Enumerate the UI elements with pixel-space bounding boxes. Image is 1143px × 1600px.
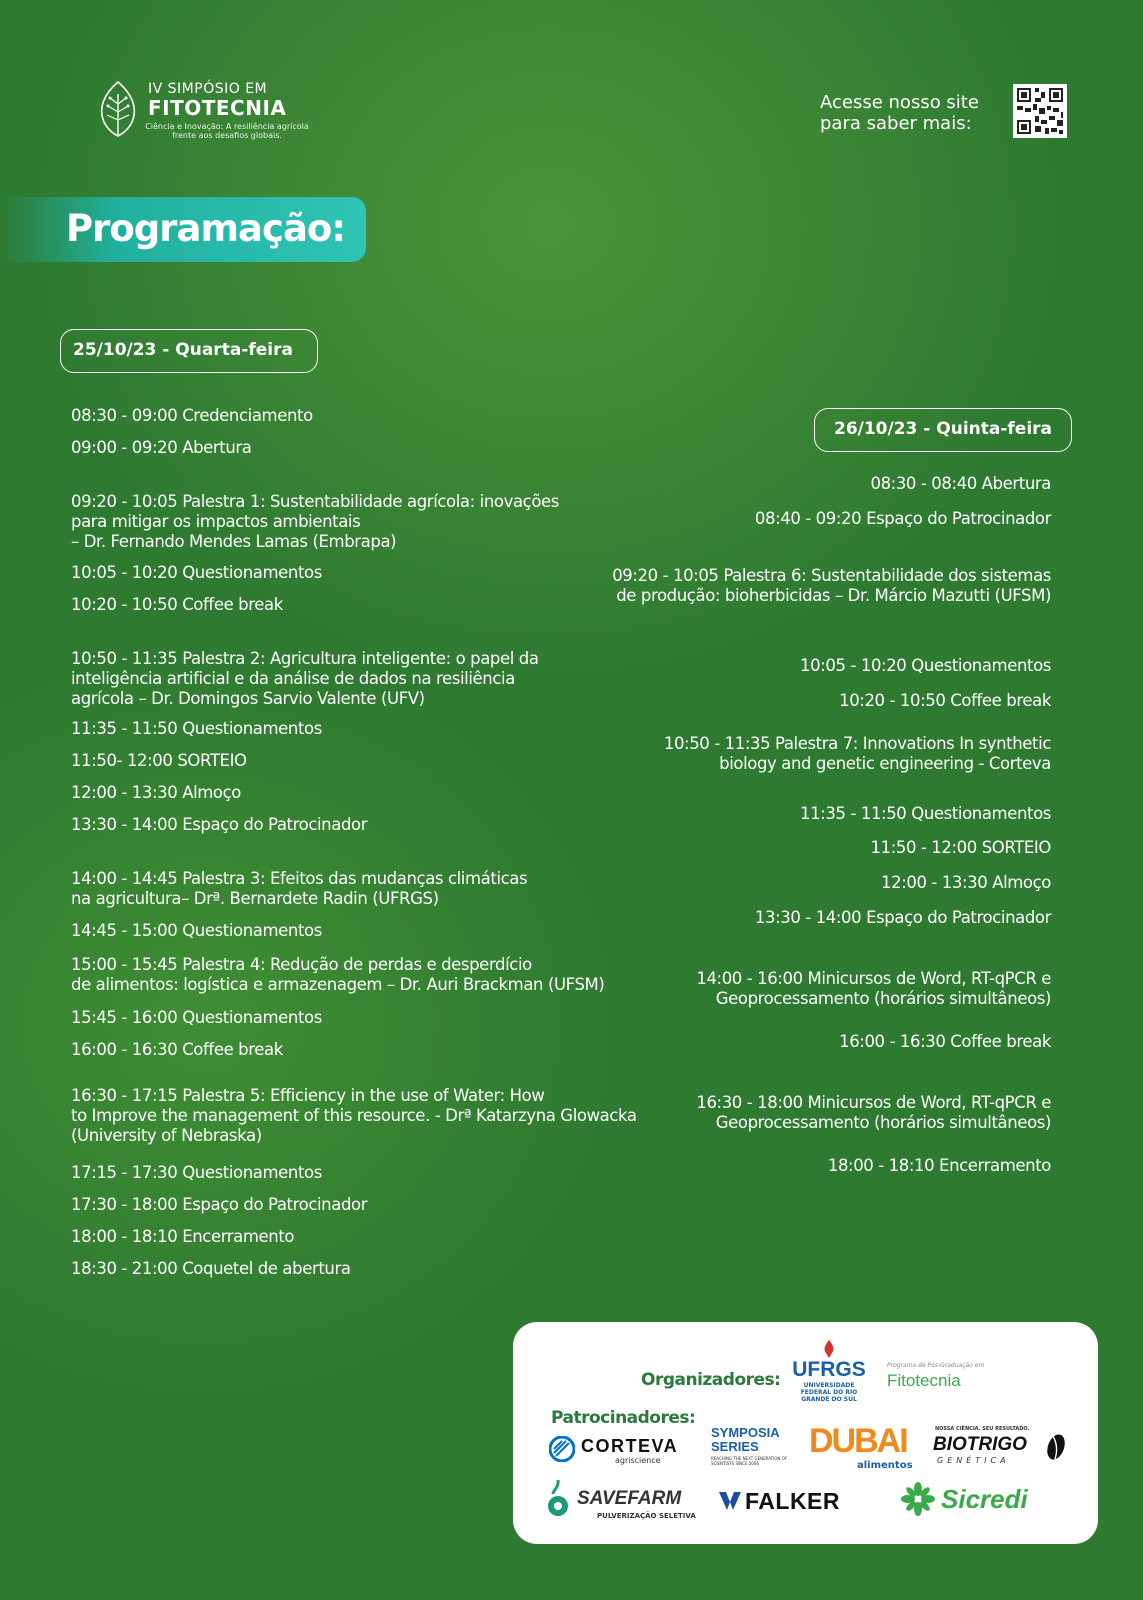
day1-schedule-item: 16:00 - 16:30 Coffee break xyxy=(71,1040,283,1059)
sicredi-flower-icon xyxy=(901,1482,935,1516)
dubai-text: DUBAI xyxy=(809,1422,907,1460)
sicredi-text: Sicredi xyxy=(941,1484,1028,1514)
dubai-subtitle: alimentos xyxy=(857,1460,913,1471)
day2-schedule-item: 11:50 - 12:00 SORTEIO xyxy=(870,838,1051,857)
fitotecnia-logo xyxy=(887,1362,997,1398)
logo-line2: FITOTECNIA xyxy=(148,96,287,120)
seed-icon xyxy=(1045,1432,1067,1462)
day1-schedule-item: 17:30 - 18:00 Espaço do Patrocinador xyxy=(71,1195,368,1214)
savefarm-logo xyxy=(545,1480,705,1524)
day2-schedule-item: 10:20 - 10:50 Coffee break xyxy=(839,691,1051,710)
day1-schedule-item: 15:00 - 15:45 Palestra 4: Redução de perdas e desperdício de alimentos: logística e armazenagem – Dr. Auri Brackman (UFSM) xyxy=(71,955,605,994)
sponsors-panel xyxy=(513,1322,1098,1544)
falker-emblem-icon xyxy=(717,1488,743,1514)
ufrgs-subtitle: UNIVERSIDADE FEDERAL DO RIO GRANDE DO SUL xyxy=(800,1382,858,1403)
savefarm-subtitle: PULVERIZAÇÃO SELETIVA xyxy=(597,1512,696,1520)
falker-logo xyxy=(717,1486,877,1520)
sicredi-logo xyxy=(901,1482,1051,1520)
corteva-text: CORTEVA xyxy=(581,1436,679,1456)
symposia-logo xyxy=(711,1426,795,1470)
biotrigo-subtitle: GENÉTICA xyxy=(937,1456,1010,1465)
corteva-emblem-icon xyxy=(549,1436,575,1462)
ufrgs-text: UFRGS xyxy=(792,1358,866,1381)
ufrgs-logo xyxy=(789,1340,869,1404)
fitotecnia-text: Fitotecnia xyxy=(887,1371,961,1390)
day1-schedule-item: 11:35 - 11:50 Questionamentos xyxy=(71,719,322,738)
site-text: Acesse nosso site para saber mais: xyxy=(820,92,979,134)
ppg-small-text: Programa de Pós-Graduação em xyxy=(887,1362,985,1369)
logo-line1: IV SIMPÓSIO EM xyxy=(148,81,268,97)
day2-schedule-item: 12:00 - 13:30 Almoço xyxy=(881,873,1051,892)
day2-schedule-item: 08:30 - 08:40 Abertura xyxy=(870,474,1051,493)
day1-schedule-item: 10:05 - 10:20 Questionamentos xyxy=(71,563,322,582)
savefarm-text: SAVEFARM xyxy=(577,1488,682,1509)
day2-schedule-item: 10:05 - 10:20 Questionamentos xyxy=(800,656,1051,675)
day1-schedule-item: 12:00 - 13:30 Almoço xyxy=(71,783,241,802)
symposia-subtitle: REACHING THE NEXT GENERATION OF SCIENTISTS SINCE 2006 xyxy=(711,1456,788,1466)
torch-icon xyxy=(819,1340,839,1358)
day2-schedule-item: 10:50 - 11:35 Palestra 7: Innovations In synthetic biology and genetic engineering - Corteva xyxy=(663,734,1051,773)
day2-schedule-item: 09:20 - 10:05 Palestra 6: Sustentabilidade dos sistemas de produção: bioherbicidas – Dr. Márcio Mazutti (UFSM) xyxy=(612,566,1051,605)
biotrigo-tagline: NOSSA CIÊNCIA. SEU RESULTADO. xyxy=(935,1426,1030,1432)
day1-schedule-item: 08:30 - 09:00 Credenciamento xyxy=(71,406,313,425)
day1-schedule-item: 16:30 - 17:15 Palestra 5: Efficiency in the use of Water: How to Improve the management of this resource. - Drª Katarzyna Glowacka (University of Nebraska) xyxy=(71,1086,637,1145)
day1-schedule-item: 14:45 - 15:00 Questionamentos xyxy=(71,921,322,940)
day2-schedule-item: 14:00 - 16:00 Minicursos de Word, RT-qPCR e Geoprocessamento (horários simultâneos) xyxy=(696,969,1051,1008)
corteva-subtitle: agriscience xyxy=(615,1456,661,1465)
day1-schedule-item: 14:00 - 14:45 Palestra 3: Efeitos das mudanças climáticas na agricultura– Drª. Bernardete Radin (UFRGS) xyxy=(71,869,528,908)
day1-schedule-item: 10:20 - 10:50 Coffee break xyxy=(71,595,283,614)
organizers-label: Organizadores: xyxy=(641,1370,781,1390)
biotrigo-text: BIOTRIGO xyxy=(933,1434,1027,1455)
day2-label: 26/10/23 - Quinta-feira xyxy=(814,408,1072,452)
day1-schedule-item: 13:30 - 14:00 Espaço do Patrocinador xyxy=(71,815,368,834)
savefarm-drop-icon xyxy=(545,1480,571,1518)
corteva-logo xyxy=(549,1432,689,1468)
day1-schedule-item: 18:00 - 18:10 Encerramento xyxy=(71,1227,295,1246)
page-title: Programação: xyxy=(66,207,346,250)
symposia-text: SYMPOSIA SERIES xyxy=(711,1425,780,1454)
sponsors-label: Patrocinadores: xyxy=(551,1408,696,1428)
day2-schedule-item: 08:40 - 09:20 Espaço do Patrocinador xyxy=(754,509,1051,528)
day1-schedule-item: 10:50 - 11:35 Palestra 2: Agricultura inteligente: o papel da inteligência artificial e da análise de dados na resiliência agrícola – Dr. Domingos Sarvio Valente (UFV) xyxy=(71,649,539,708)
logo-tagline: Ciência e Inovação: A resiliência agrícola frente aos desafios globais. xyxy=(145,122,309,140)
day2-schedule-item: 16:00 - 16:30 Coffee break xyxy=(839,1032,1051,1051)
program-title-banner xyxy=(0,197,366,262)
falker-text: FALKER xyxy=(745,1488,840,1514)
day1-schedule-item: 17:15 - 17:30 Questionamentos xyxy=(71,1163,322,1182)
day1-schedule-item: 09:00 - 09:20 Abertura xyxy=(71,438,252,457)
day1-label: 25/10/23 - Quarta-feira xyxy=(60,329,318,373)
dubai-logo xyxy=(809,1422,919,1472)
leaf-icon xyxy=(96,80,140,138)
day2-schedule-item: 11:35 - 11:50 Questionamentos xyxy=(800,804,1051,823)
day2-schedule-item: 16:30 - 18:00 Minicursos de Word, RT-qPCR e Geoprocessamento (horários simultâneos) xyxy=(696,1093,1051,1132)
biotrigo-logo xyxy=(933,1426,1073,1472)
symposium-logo xyxy=(96,78,336,144)
day2-schedule-item: 13:30 - 14:00 Espaço do Patrocinador xyxy=(754,908,1051,927)
day1-schedule-item: 15:45 - 16:00 Questionamentos xyxy=(71,1008,322,1027)
day1-schedule-item: 11:50- 12:00 SORTEIO xyxy=(71,751,247,770)
day2-schedule-item: 18:00 - 18:10 Encerramento xyxy=(827,1156,1051,1175)
day1-schedule-item: 18:30 - 21:00 Coquetel de abertura xyxy=(71,1259,351,1278)
qr-code-icon[interactable] xyxy=(1013,84,1067,138)
day1-schedule-item: 09:20 - 10:05 Palestra 1: Sustentabilidade agrícola: inovações para mitigar os impactos ambientais – Dr. Fernando Mendes Lamas (Embrapa) xyxy=(71,492,559,551)
